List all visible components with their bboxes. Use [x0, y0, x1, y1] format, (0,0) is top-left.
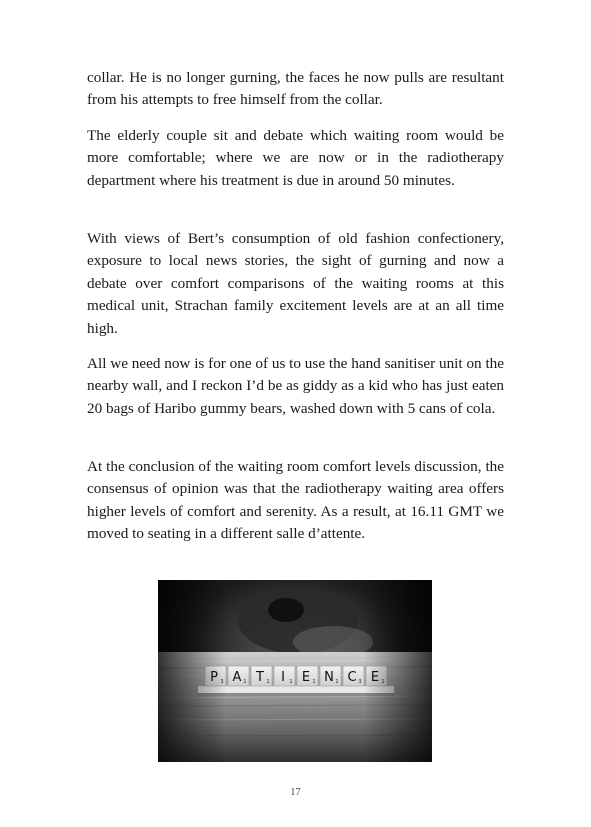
paragraph-1: collar. He is no longer gurning, the faces he now pulls are resultant from his attempts to free himself from the collar.: [87, 69, 504, 109]
paragraph-2: The elderly couple sit and debate which waiting room would be more comfortable; where we are now or in the radiotherapy department where his treatment is due in around 50 minutes.: [87, 127, 504, 189]
paragraph-5: At the conclusion of the waiting room comfort levels discussion, the consensus of opinion was that the radiotherapy waiting area offers higher levels of comfort and serenity. As a result, at 16.11 GMT we moved to seating in a different salle d’attente.: [87, 458, 504, 543]
paragraph-3: With views of Bert’s consumption of old fashion confectionery, exposure to local news stories, the sight of gurning and now a debate over comfort comparisons of the waiting rooms at this medical unit, Strachan family excitement levels are at an all time high.: [87, 230, 504, 337]
patience-scrabble-photo: [158, 580, 432, 762]
paragraph-4: All we need now is for one of us to use the hand sanitiser unit on the nearby wall, and I reckon I’d be as giddy as a kid who has just eaten 20 bags of Haribo gummy bears, washed down with 5 cans of cola.: [87, 355, 504, 417]
page-number: 17: [290, 787, 301, 798]
